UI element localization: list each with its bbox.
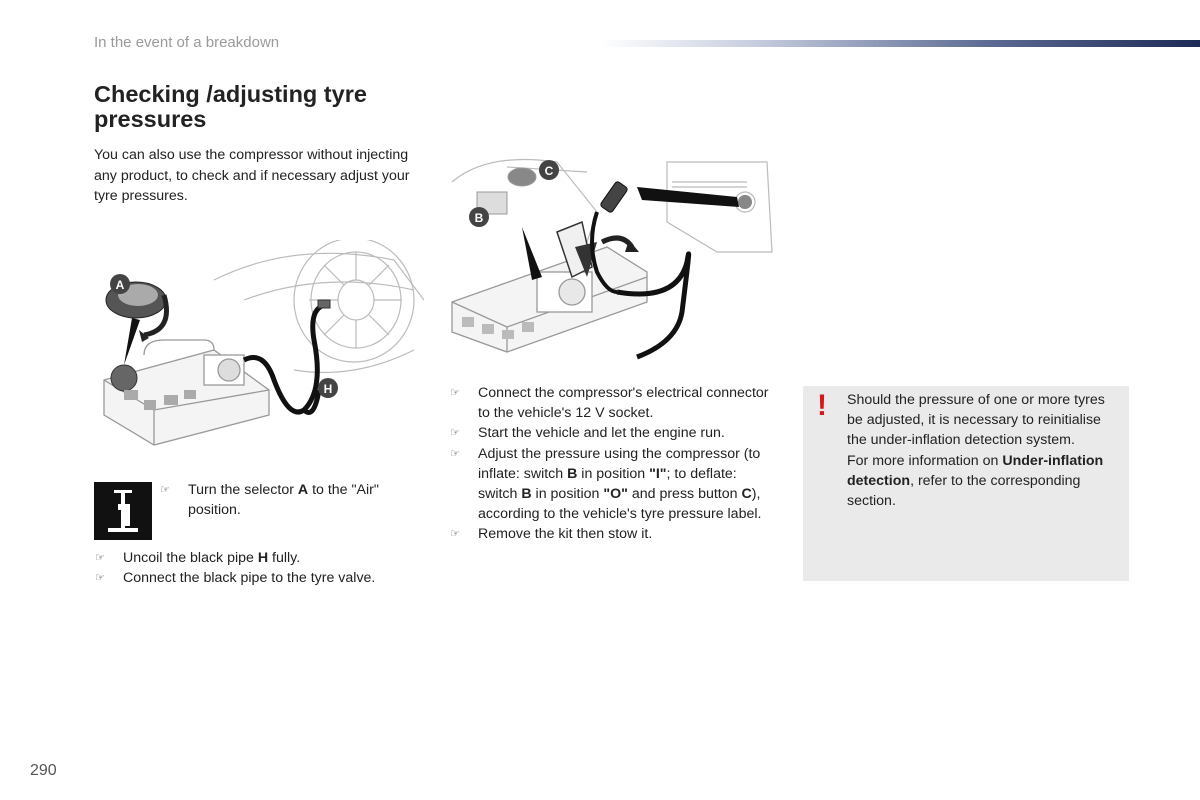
label-h: H	[323, 382, 333, 396]
list-item: ☞ Turn the selector A to the "Air" position.	[160, 482, 379, 519]
list-item: ☞ Connect the compressor's electrical connector to the vehicle's 12 V socket.	[450, 385, 769, 422]
list-item: ☞ Uncoil the black pipe H fully.	[95, 548, 425, 568]
compressor-wheel-illustration	[94, 240, 424, 460]
steps-left-icon-list	[160, 480, 420, 520]
warning-text: Should the pressure of one or more tyres be adjusted, it is necessary to reinitialise the under-inflation detection system. For more information on Under-inflation detection, refer to the corresponding section.	[847, 392, 1105, 510]
steps-right-list	[450, 383, 780, 545]
list-item: ☞ Connect the black pipe to the tyre valve.	[95, 568, 425, 588]
label-c: C	[544, 164, 554, 178]
pointer-icon: ☞	[95, 572, 105, 585]
compressor-socket-illustration	[447, 152, 777, 367]
list-item: ☞ Adjust the pressure using the compressor (to inflate: switch B in position "I"; to deflate: switch B in position "O" and press button C), according to the vehicle's tyre pressure label.	[450, 445, 762, 523]
pointer-icon: ☞	[450, 387, 460, 399]
header-bar	[600, 40, 1200, 47]
list-item: ☞ Remove the kit then stow it.	[450, 524, 780, 544]
header-section-title: In the event of a breakdown	[94, 34, 280, 51]
warning-exclamation-icon: !	[817, 389, 827, 422]
intro-paragraph: You can also use the compressor without injecting any product, to check and if necessary adjust your tyre pressures.	[94, 147, 410, 204]
page-title: Checking /adjusting tyre pressures	[94, 81, 367, 132]
pointer-icon: ☞	[95, 552, 105, 564]
pointer-icon: ☞	[160, 484, 170, 496]
steps-left-list	[95, 548, 425, 588]
pointer-icon: ☞	[450, 528, 460, 541]
pointer-icon: ☞	[450, 427, 460, 440]
list-item: ☞ Start the vehicle and let the engine run.	[450, 423, 780, 443]
warning-box	[803, 386, 1129, 581]
page-number: 290	[30, 762, 57, 779]
label-b: B	[474, 211, 484, 225]
air-selector-icon	[94, 482, 152, 540]
pointer-icon: ☞	[450, 447, 460, 460]
label-a: A	[115, 278, 125, 292]
